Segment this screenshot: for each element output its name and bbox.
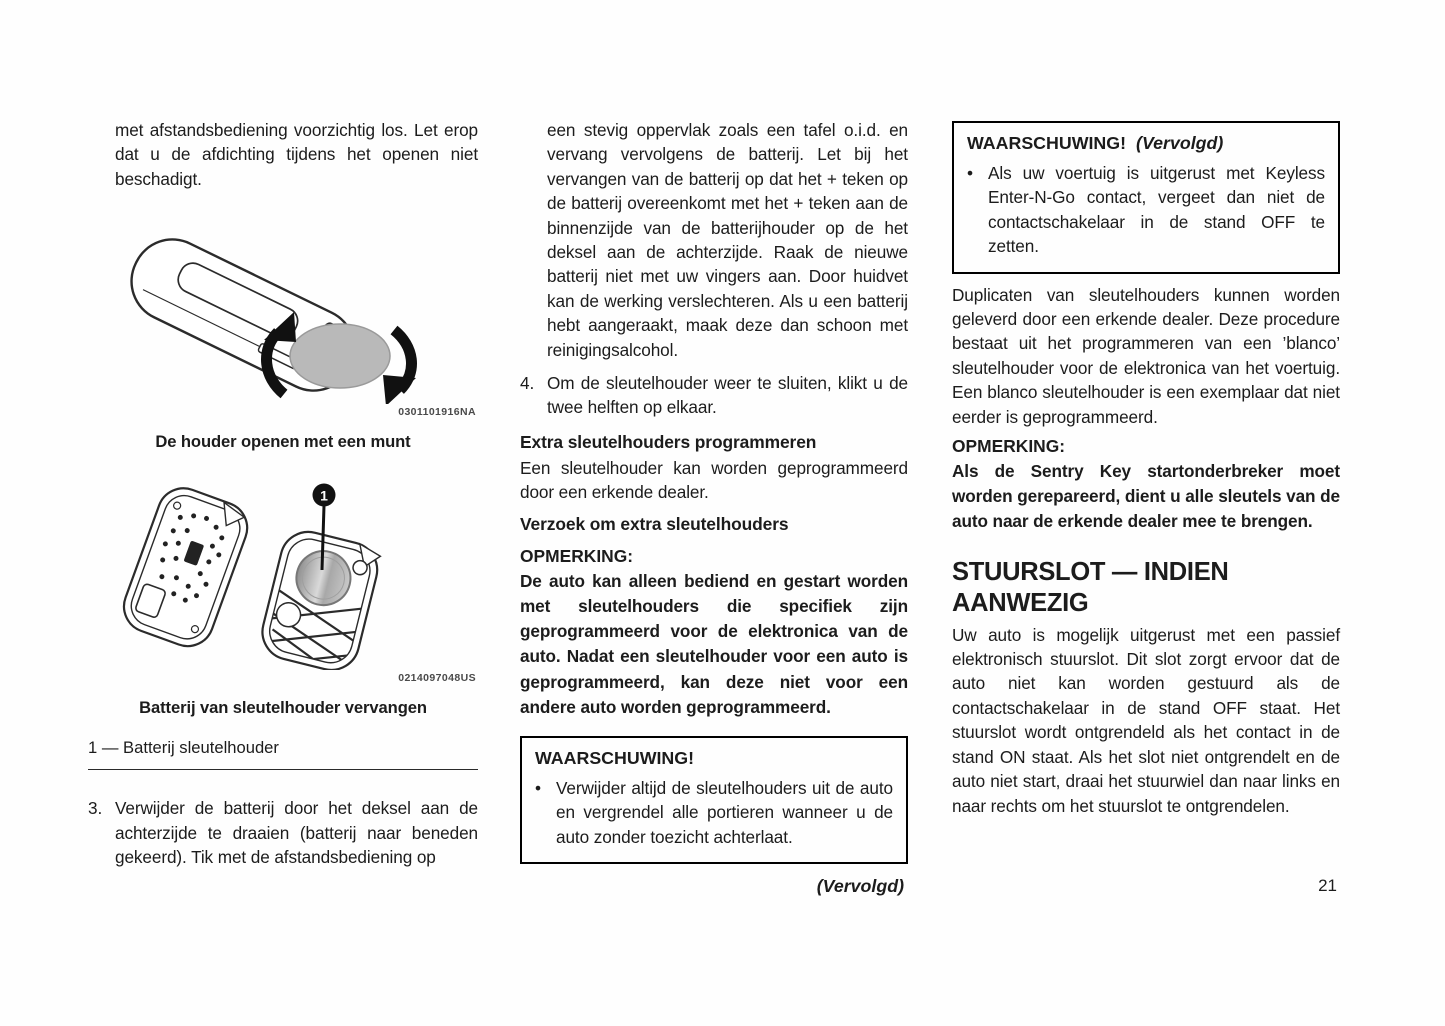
figure-battery-replacement — [88, 478, 478, 718]
battery-paragraph: een stevig oppervlak zoals een tafel o.i.d. en vervang vervolgens de batterij. Let bij het vervangen van de batterij op dat het + teken op de batterij overeenkomt met het + teken aan de binnenzijde van de batterijhouder op de het deksel aan de achterzijde. Raak de nieuwe batterij niet met uw vingers aan. Door huidvet kan de werking verslechteren. Als u een batterij hebt aangeraakt, maak deze dan schoon met reinigingsalcohol. — [547, 120, 908, 360]
callout-number: 1 — [320, 487, 328, 504]
note-label-right: OPMERKING: — [952, 436, 1066, 457]
subheading-program-extra-fobs: Extra sleutelhouders programmeren — [520, 431, 817, 452]
figure2-legend: 1 — Batterij sleutelhouder — [88, 738, 279, 758]
note-label-middle: OPMERKING: — [520, 545, 634, 566]
coin-shape — [290, 324, 390, 388]
right-column — [952, 110, 1340, 818]
warning-title-right — [967, 131, 1325, 155]
step-4 — [520, 371, 908, 420]
step-4-text: Om de sleutelhouder weer te sluiten, klikt u de twee helften op elkaar. — [547, 373, 908, 418]
subheading-request-extra-fobs: Verzoek om extra sleutelhouders — [520, 513, 789, 534]
note-text-right: Als de Sentry Key startonderbreker moet worden gerepareerd, dient u alle sleutels van de auto naar de erkende dealer mee te brengen. — [952, 461, 1340, 532]
bullet-icon: • — [967, 163, 974, 183]
figure2-code: 0214097048US — [398, 672, 476, 685]
figure-open-fob-with-coin — [88, 208, 478, 452]
step-3 — [88, 796, 478, 869]
bullet-icon: • — [535, 777, 542, 798]
figure1-caption: De houder openen met een munt — [155, 432, 411, 452]
step-4-number: 4. — [520, 373, 535, 394]
continued-marker: (Vervolgd) — [816, 876, 904, 897]
step-3-number: 3. — [88, 798, 103, 819]
page-number: 21 — [1318, 876, 1337, 895]
key-fob-coin-illustration — [88, 208, 478, 404]
warning-bullet-right — [967, 161, 1325, 259]
warning-title-continued: (Vervolgd) — [1136, 133, 1224, 153]
warning-bullet-text-right: Als uw voertuig is uitgerust met Keyless Enter-N-Go contact, vergeet dan niet de contactschakelaar in de stand OFF te zetten. — [988, 163, 1325, 257]
key-fob-battery-illustration — [88, 478, 478, 670]
warning-bullet-text-middle: Verwijder altijd de sleutelhouders uit de auto en vergrendel alle portieren wanneer u de auto zonder toezicht achterlaat. — [556, 777, 893, 847]
warning-title-text: WAARSCHUWING! — [967, 133, 1127, 153]
figure1-code: 0301101916NA — [398, 406, 476, 419]
steering-lock-paragraph: Uw auto is mogelijk uitgerust met een passief elektronisch stuurslot. Dit slot zorgt ervoor dat de auto niet kan worden gestuurd als de contactschakelaar in de stand OFF staat. Het stuurslot wordt ontgrendeld als het contact in de stand ON staat. Als het slot niet ontgrendelt en de auto niet start, draai het stuurwiel dan naar links en naar rechts om het stuurslot te ontgrendelen. — [952, 624, 1340, 816]
section-heading-steering-lock: STUURSLOT — INDIEN AANWEZIG — [952, 557, 1229, 617]
step-3-text: Verwijder de batterij door het deksel aan de achterzijde te draaien (batterij naar beneden gekeerd). Tik met de afstandsbediening op — [115, 798, 478, 868]
warning-box-middle — [520, 736, 908, 864]
intro-paragraph: met afstandsbediening voorzichtig los. Let erop dat u de afdichting tijdens het openen niet beschadigt. — [115, 120, 478, 189]
duplicates-paragraph: Duplicaten van sleutelhouders kunnen worden geleverd door een erkende dealer. Deze procedure bestaat uit het programmeren van een ’blanco’ sleutelhouder voor de elektronica van het voertuig. Een blanco sleutelhouder is een exemplaar dat niet eerder is geprogrammeerd. — [952, 284, 1340, 427]
warning-box-right — [952, 121, 1340, 274]
figure2-caption: Batterij van sleutelhouder vervangen — [139, 698, 427, 718]
middle-column — [520, 110, 908, 897]
note-text-middle: De auto kan alleen bediend en gestart worden met sleutelhouders die specifiek zijn geprogrammeerd voor de elektronica van de auto. Nadat een sleutelhouder voor een auto is geprogrammeerd, kan deze niet voor een andere auto worden geprogrammeerd. — [520, 570, 908, 717]
warning-title-middle: WAARSCHUWING! — [535, 747, 695, 768]
callout-line — [322, 506, 324, 570]
rotate-arrow-right — [383, 375, 416, 404]
program-paragraph: Een sleutelhouder kan worden geprogrammeerd door een erkende dealer. — [520, 457, 908, 503]
warning-bullet-middle — [535, 776, 893, 849]
legend-divider — [88, 769, 478, 770]
left-column — [88, 110, 478, 870]
